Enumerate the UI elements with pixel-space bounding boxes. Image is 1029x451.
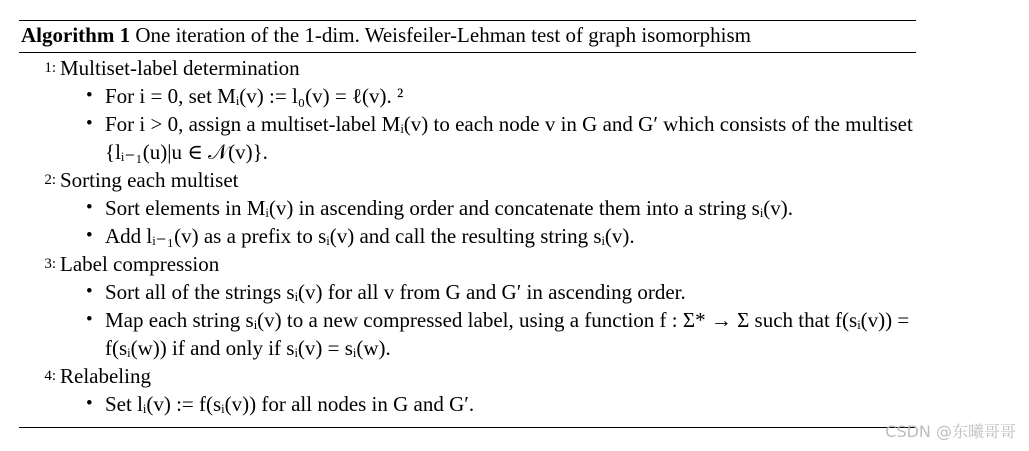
step-title: Relabeling	[60, 364, 151, 388]
bullet-item	[19, 82, 916, 110]
bullet-item	[19, 194, 916, 222]
bullet-item	[19, 306, 916, 362]
step-title: Multiset-label determination	[60, 56, 300, 80]
algorithm-box	[19, 20, 916, 428]
bullet-text: Map each string sᵢ(v) to a new compressed label, using a function f : Σ* → Σ such that f(sᵢ(v)) = f(sᵢ(w)) if and only if sᵢ(v) = sᵢ(w).	[105, 308, 910, 360]
step-title: Sorting each multiset	[60, 168, 239, 192]
algorithm-title: One iteration of the 1-dim. Weisfeiler-Lehman test of graph isomorphism	[135, 23, 752, 47]
bottom-rule	[19, 427, 916, 428]
algorithm-body	[19, 53, 916, 418]
bullet-icon: •	[86, 393, 93, 414]
algorithm-header	[19, 21, 916, 52]
bullet-text: Sort all of the strings sᵢ(v) for all v from G and G′ in ascending order.	[105, 280, 686, 304]
bullet-text: Add lᵢ₋₁(v) as a prefix to sᵢ(v) and call the resulting string sᵢ(v).	[105, 224, 635, 248]
bullet-icon: •	[86, 85, 93, 106]
bullet-text: Set lᵢ(v) := f(sᵢ(v)) for all nodes in G and G′.	[105, 392, 475, 416]
algorithm-label: Algorithm 1	[21, 23, 131, 47]
step-number: 1:	[44, 60, 56, 76]
bullet-text: For i = 0, set Mᵢ(v) := l₀(v) = ℓ(v). ²	[105, 84, 404, 108]
step-2	[19, 166, 916, 194]
bullet-item	[19, 390, 916, 418]
bullet-item	[19, 110, 916, 166]
bullet-icon: •	[86, 225, 93, 246]
step-number: 4:	[44, 368, 56, 384]
bullet-text: Sort elements in Mᵢ(v) in ascending order and concatenate them into a string sᵢ(v).	[105, 196, 794, 220]
step-1	[19, 54, 916, 82]
step-title: Label compression	[60, 252, 220, 276]
bullet-icon: •	[86, 281, 93, 302]
step-number: 3:	[44, 256, 56, 272]
watermark: CSDN @东曦哥哥	[885, 422, 1016, 441]
step-3	[19, 250, 916, 278]
bullet-text: For i > 0, assign a multiset-label Mᵢ(v) to each node v in G and G′ which consists of the multiset {lᵢ₋₁(u)|u ∈ 𝒩(v)}.	[105, 112, 913, 164]
step-4	[19, 362, 916, 390]
step-number: 2:	[44, 172, 56, 188]
bullet-icon: •	[86, 113, 93, 134]
bullet-item	[19, 222, 916, 250]
bullet-icon: •	[86, 197, 93, 218]
bullet-item	[19, 278, 916, 306]
bullet-icon: •	[86, 309, 93, 330]
